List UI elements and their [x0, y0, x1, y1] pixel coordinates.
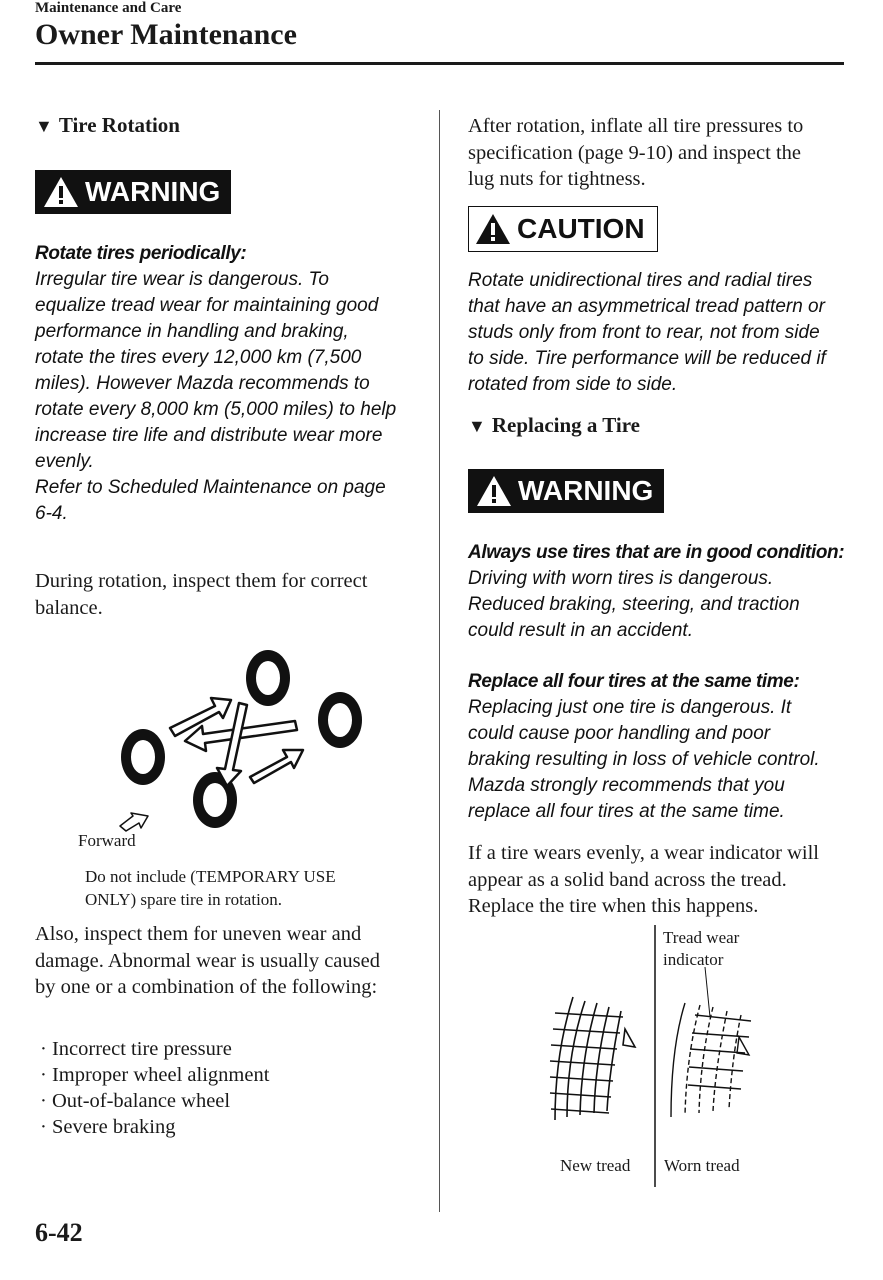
- causes-list: [40, 1036, 269, 1140]
- replace-all-warning-text: Replace all four tires at the same time: Replacing just one tire is dangerous. It could cause poor handling and poor braking resulting in loss of vehicle control. Mazda strongly recommends that you replace all four tires at the same time.: [468, 671, 820, 822]
- warning-line: evenly.: [35, 451, 94, 472]
- wear-indicator-paragraph: If a tire wears evenly, a wear indicator will appear as a solid band across the tread. Replace the tire when this happens.: [468, 842, 819, 917]
- heading-replacing-tire: ▼ Replacing a Tire: [468, 413, 641, 437]
- tire-front-right: [318, 692, 362, 748]
- warning-line: Irregular tire wear is dangerous. To: [35, 269, 329, 290]
- warning-line: Refer to Scheduled Maintenance on page: [35, 477, 386, 498]
- caution-text: Rotate unidirectional tires and radial tires that have an asymmetrical tread pattern or studs only from front to rear, not from side to side. Tire performance will be reduced if rotated from side to side.: [468, 270, 826, 395]
- warning-line: 6-4.: [35, 503, 68, 524]
- page-title: Owner Maintenance: [35, 18, 297, 51]
- good-condition-warning-text: Always use tires that are in good condition: Driving with worn tires is dangerous. Reduced braking, steering, and traction could result in an accident.: [468, 542, 845, 641]
- warning-label-box: WARNING: [35, 170, 231, 214]
- caution-label-box: CAUTION: [468, 206, 658, 252]
- worn-tread-label: Worn tread: [664, 1156, 740, 1175]
- list-item: · Out-of-balance wheel: [40, 1090, 231, 1112]
- warning-icon: [476, 475, 512, 507]
- triangle-down-icon: ▼: [35, 116, 53, 136]
- forward-label: Forward: [78, 831, 136, 850]
- new-tread-illustration: [550, 997, 635, 1120]
- tire-rotation-diagram: [75, 640, 375, 855]
- page-number: 6-42: [35, 1218, 83, 1247]
- warning-line: equalize tread wear for maintaining good: [35, 295, 379, 316]
- header-divider: [35, 62, 844, 65]
- list-item: · Incorrect tire pressure: [40, 1038, 232, 1060]
- warning-line: miles). However Mazda recommends to: [35, 373, 370, 394]
- forward-arrow-icon: [120, 813, 148, 831]
- warning-icon: [475, 213, 511, 245]
- after-rotation-paragraph: After rotation, inflate all tire pressures to specification (page 9-10) and inspect the lug nuts for tightness.: [468, 115, 804, 190]
- warning-line: rotate every 8,000 km (5,000 miles) to help: [35, 399, 397, 420]
- warning-line: rotate the tires every 12,000 km (7,500: [35, 347, 362, 368]
- rotation-arrows: [170, 698, 303, 786]
- section-label: Maintenance and Care: [35, 0, 182, 16]
- worn-tread-illustration: [671, 967, 751, 1117]
- triangle-down-icon: ▼: [468, 416, 486, 436]
- warning-lead: Rotate tires periodically:: [35, 243, 247, 264]
- warning-icon: [43, 176, 79, 208]
- warning-label-box: WARNING: [468, 469, 664, 513]
- list-item: · Severe braking: [40, 1116, 176, 1138]
- list-item: · Improper wheel alignment: [40, 1064, 270, 1086]
- heading-tire-rotation: ▼ Tire Rotation: [35, 113, 180, 137]
- new-tread-label: New tread: [560, 1156, 631, 1175]
- warning-line: performance in handling and braking,: [35, 321, 349, 342]
- tread-wear-indicator-label: Tread wear indicator: [663, 928, 740, 969]
- spare-tire-caption: Do not include (TEMPORARY USE ONLY) spare tire in rotation.: [85, 867, 336, 909]
- balance-paragraph: During rotation, inspect them for correct balance.: [35, 570, 368, 619]
- column-divider: [439, 110, 440, 1212]
- uneven-wear-paragraph: Also, inspect them for uneven wear and damage. Abnormal wear is usually caused by one or a combination of the following:: [35, 923, 380, 998]
- tire-rotation-warning-text: [35, 241, 396, 527]
- tire-front-left: [246, 650, 290, 706]
- tire-rear-left: [121, 729, 165, 785]
- warning-line: increase tire life and distribute wear more: [35, 425, 383, 446]
